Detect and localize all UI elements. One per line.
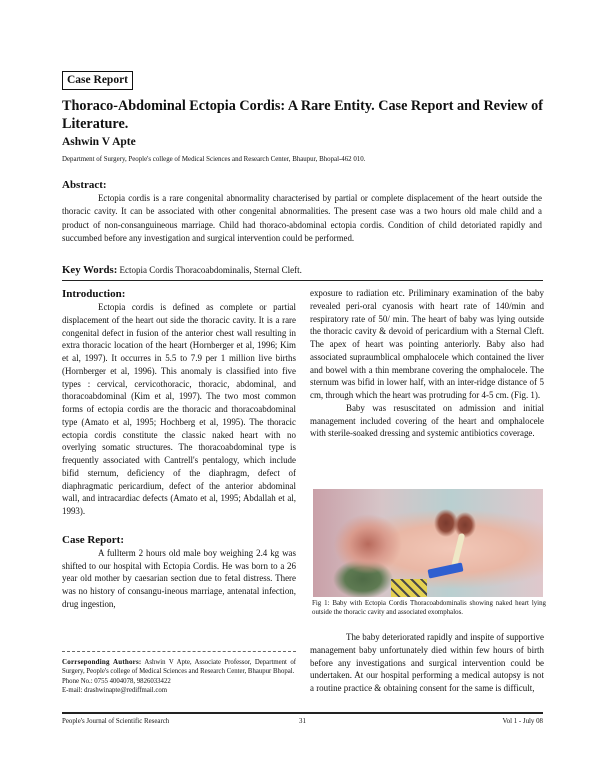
cord-clamp-shape [427, 562, 463, 578]
case-report-para-3: The baby deteriorated rapidly and inspite of supportive management baby unfortunately died within few hours of birth before any investigations and surgical intervention could be undertaken. At our hospital performing a medical autopsy is not a routine practice & obtaining consent for the same is difficult, [310, 632, 544, 693]
author-affiliation: Department of Surgery, People's college of Medical Sciences and Research Center, Bhaupur, Bhopal-462 010. [62, 156, 366, 163]
right-column-bottom [310, 631, 544, 695]
volume-issue: Vol 1 - July 08 [502, 718, 543, 725]
keywords [62, 264, 542, 276]
footnote-divider [62, 651, 296, 652]
author-name: Ashwin V Apte [62, 136, 136, 148]
footnote-text: Ashwin V Apte, Associate Professor, Department of Surgery, People's college of Medical Sciences and Research Center, Bhaupur Bhopal. [62, 659, 296, 676]
right-column [310, 287, 544, 440]
case-report-para-1-cont: exposure to radiation etc. Priliminary examination of the baby revealed peri-oral cyanosis with heart rate of 140/min and respiratory rate of 50/ min. The heart of baby was lying outside the thoracic cavity & devoid of pericardium with a Sternal Cleft. The apex of heart was pointing anteriorly. Baby also had associated supraumblical omphalocele which contained the liver and bowel with a thin membrane covering the omphalocele. The sternum was bifid in lower half, with an inter-ridge distance of 5 cm, through which the heart was protruding for 4-5 cm. (Fig. 1). [310, 288, 544, 400]
article-type-badge: Case Report [62, 71, 133, 90]
figure-1-caption: Fig 1: Baby with Ectopia Cordis Thoracoabdominalis showing naked heart lying outside the thoracic cavity and associated exomphalos. [312, 600, 546, 617]
abstract-heading: Abstract: [62, 179, 107, 191]
case-report-heading: Case Report: [62, 533, 125, 546]
keywords-value: Ectopia Cordis Thoracoabdominalis, Sternal Cleft. [119, 265, 302, 275]
footnote-email: E-mail: drashwinapte@rediffmail.com [62, 686, 168, 694]
keywords-label: Key Words: [62, 264, 118, 276]
introduction-body: Ectopia cordis is defined as complete or partial displacement of the heart out side the thoracic cavity. It is a rare congenital defect in fusion of the anterior chest wall resulting in extra thoracic location of the heart (Hornberger et al, 1996; Kim et al, 1997). It occurres in 5.5 to 7.9 per 1 million live births (Hornberger et al, 1996). This anomaly is classified into five types : cervical, cervicothoracic, thoracic, abdominal, and thoracoabdominal (Kim et al, 1997). The two most common forms of ectopia cordis are the thoracic and thoracoabdominal type (Amato et al, 1995; Hochberg et al, 1995). The thoracic ectopia cordis constitute the classic naked heart with no overlying somatic structures. The thoracoabdominal type is frequently associated with Cantrell's pentalogy, which include bifid sternum, deficiency of the diaphragm, defect of diaphragmatic pericardium, defect of the anterior abdominal wall, and intracardiac defects (Amato et al, 1995; Abdallah et al, 1993). [62, 302, 296, 516]
header-divider [62, 280, 543, 281]
case-report-para-2: Baby was resuscitated on admission and initial management included covering of the heart and omphalocele with sterile-soaked dressing and systemic antibiotics coverage. [310, 402, 544, 439]
blanket-pattern-shape [391, 579, 427, 597]
figure-1-photo [313, 489, 543, 597]
corresponding-author-footnote [62, 658, 296, 695]
introduction-heading: Introduction: [62, 288, 126, 300]
case-report-para-1-start: A fullterm 2 hours old male boy weighing 2.4 kg was shifted to our hospital with Ectopia Cordis. He was born to a 26 year old mother by caesarian section due to fetal distress. There was no history of consangu-ineous marriage, antenatal infection, drug ingestion, [62, 547, 296, 609]
footnote-phone: Phone No.: 0755 4004078, 9826033422 [62, 677, 171, 685]
footnote-label: Corrseponding Authors: [62, 658, 142, 666]
left-column [62, 287, 296, 611]
footer-divider [62, 712, 543, 714]
abstract-body: Ectopia cordis is a rare congenital abnormality characterised by partial or complete displacement of the heart outside the thoracic cavity. It can be associated with other congenital abnormalities. The present case was a two hours old male child and a product of non-consanguineous marriage. Child had thoraco-abdominal ectopia cordis. Condition of child detoriated rapidly and succumbed before any investigation and surgical intervention could be performed. [62, 193, 542, 244]
page-number: 31 [299, 718, 306, 725]
article-title: Thoraco-Abdominal Ectopia Cordis: A Rare Entity. Case Report and Review of Literature. [62, 98, 543, 132]
journal-name: People's Journal of Scientific Research [62, 718, 170, 725]
